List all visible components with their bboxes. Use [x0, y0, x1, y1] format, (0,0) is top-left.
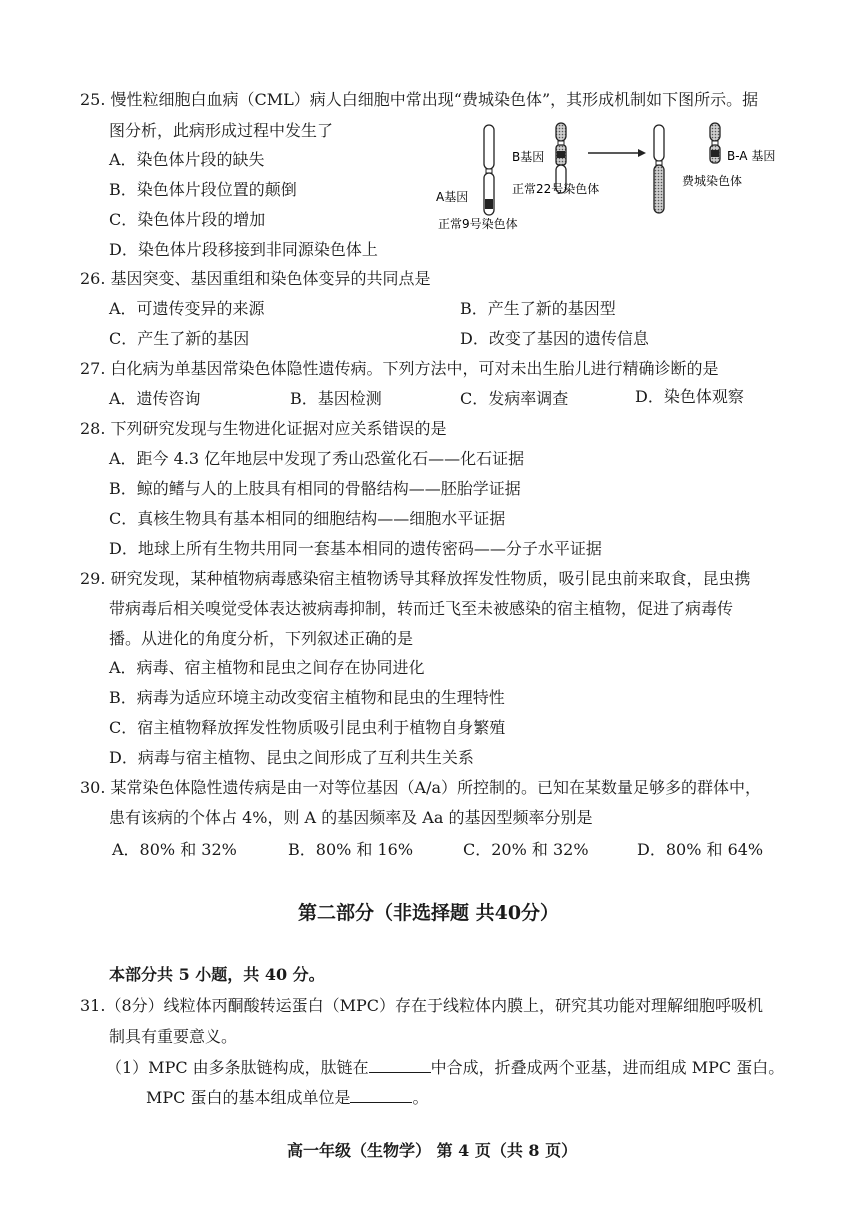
q25-stem-line2: 图分析，此病形成过程中发生了: [109, 121, 334, 140]
q29-option-a: A．病毒、宿主植物和昆虫之间存在协同进化: [109, 658, 425, 677]
page-footer: 高一年级（生物学） 第 4 页（共 8 页）: [287, 1141, 578, 1160]
q29-stem-line2: 带病毒后相关嗅觉受体表达被病毒抑制，转而迁飞至未被感染的宿主植物，促进了病毒传: [109, 599, 734, 618]
q31-sub1-line1: [106, 1058, 784, 1078]
q30-option-a: A．80% 和 32%: [112, 840, 237, 859]
q26-option-a: A．可遗传变异的来源: [109, 299, 265, 318]
q29-option-b: B．病毒为适应环境主动改变宿主植物和昆虫的生理特性: [109, 688, 505, 707]
q30-option-d: D．80% 和 64%: [637, 840, 764, 859]
label-b-gene: B基因: [512, 150, 545, 164]
label-ba-gene: B-A 基因: [727, 149, 776, 163]
part2-intro: 本部分共 5 小题，共 40 分。: [109, 965, 325, 984]
q29-stem-line3: 播。从进化的角度分析，下列叙述正确的是: [109, 629, 414, 648]
label-philadelphia-chromosome: 费城染色体: [682, 174, 743, 188]
q28-option-c: C．真核生物具有基本相同的细胞结构——细胞水平证据: [109, 509, 506, 528]
label-a-gene: A基因: [436, 190, 469, 204]
q28-option-d: D．地球上所有生物共用同一套基本相同的遗传密码——分子水平证据: [109, 539, 602, 558]
q25-option-b: B．染色体片段位置的颠倒: [109, 180, 297, 199]
q27-stem: 27. 白化病为单基因常染色体隐性遗传病。下列方法中，可对未出生胎儿进行精确诊断的是: [80, 359, 719, 378]
q30-option-b: B．80% 和 16%: [288, 840, 414, 859]
q25-option-a: A．染色体片段的缺失: [109, 150, 265, 169]
q31-sub1-text-a: （1）MPC 由多条肽链构成，肽链在: [106, 1058, 369, 1077]
answer-blank-2: [350, 1088, 412, 1103]
chromosome-9: [484, 125, 494, 215]
q30-stem-line2: 患有该病的个体占 4%，则 A 的基因频率及 Aa 的基因型频率分别是: [109, 808, 593, 827]
q26-option-c: C．产生了新的基因: [109, 329, 250, 348]
q31-sub1-line2: [146, 1088, 429, 1108]
q27-option-c: C．发病率调查: [460, 389, 569, 408]
q29-stem-line1: 29. 研究发现，某种植物病毒感染宿主植物诱导其释放挥发性物质，吸引昆虫前来取食，昆虫携: [80, 569, 751, 588]
q25-stem-line1: 25. 慢性粒细胞白血病（CML）病人白细胞中常出现“费城染色体”，其形成机制如下图所示。据: [80, 90, 759, 109]
q29-option-c: C．宿主植物释放挥发性物质吸引昆虫利于植物自身繁殖: [109, 718, 506, 737]
label-normal-chr9: 正常9号染色体: [438, 217, 518, 231]
q30-option-c: C．20% 和 32%: [463, 840, 589, 859]
q30-stem-line1: 30. 某常染色体隐性遗传病是由一对等位基因（A/a）所控制的。已知在某数量足够多的群体中，: [80, 778, 762, 797]
q26-option-d: D．改变了基因的遗传信息: [460, 329, 649, 348]
derived-chromosome-9: [654, 125, 664, 213]
q26-option-b: B．产生了新的基因型: [460, 299, 616, 318]
q27-option-b: B．基因检测: [290, 389, 382, 408]
q26-stem: 26. 基因突变、基因重组和染色体变异的共同点是: [80, 269, 431, 288]
q28-option-b: B．鲸的鳍与人的上肢具有相同的骨骼结构——胚胎学证据: [109, 479, 521, 498]
q28-stem: 28. 下列研究发现与生物进化证据对应关系错误的是: [80, 419, 447, 438]
q31-stem-line1: 31.（8分）线粒体丙酮酸转运蛋白（MPC）存在于线粒体内膜上，研究其功能对理解细胞呼吸机: [80, 996, 764, 1015]
q25-option-d: D．染色体片段移接到非同源染色体上: [109, 240, 378, 259]
philadelphia-chromosome: [710, 123, 720, 163]
label-normal-chr22: 正常22号染色体: [512, 182, 600, 196]
q31-sub1-text-d: 。: [412, 1088, 429, 1107]
q27-option-d: D．染色体观察: [635, 387, 744, 406]
q31-sub1-text-c: MPC 蛋白的基本组成单位是: [146, 1088, 351, 1107]
arrow-icon: [588, 149, 646, 157]
answer-blank-1: [369, 1058, 431, 1073]
q31-stem-line2: 制具有重要意义。: [109, 1027, 238, 1046]
q25-option-c: C．染色体片段的增加: [109, 210, 266, 229]
q31-sub1-text-b: 中合成，折叠成两个亚基，进而组成 MPC 蛋白。: [430, 1058, 785, 1077]
chromosome-translocation-figure: [420, 115, 800, 245]
q28-option-a: A．距今 4.3 亿年地层中发现了秀山恐鲎化石——化石证据: [109, 449, 525, 468]
q29-option-d: D．病毒与宿主植物、昆虫之间形成了互利共生关系: [109, 748, 474, 767]
q27-option-a: A．遗传咨询: [109, 389, 201, 408]
part2-heading: 第二部分（非选择题 共40分）: [298, 902, 560, 924]
